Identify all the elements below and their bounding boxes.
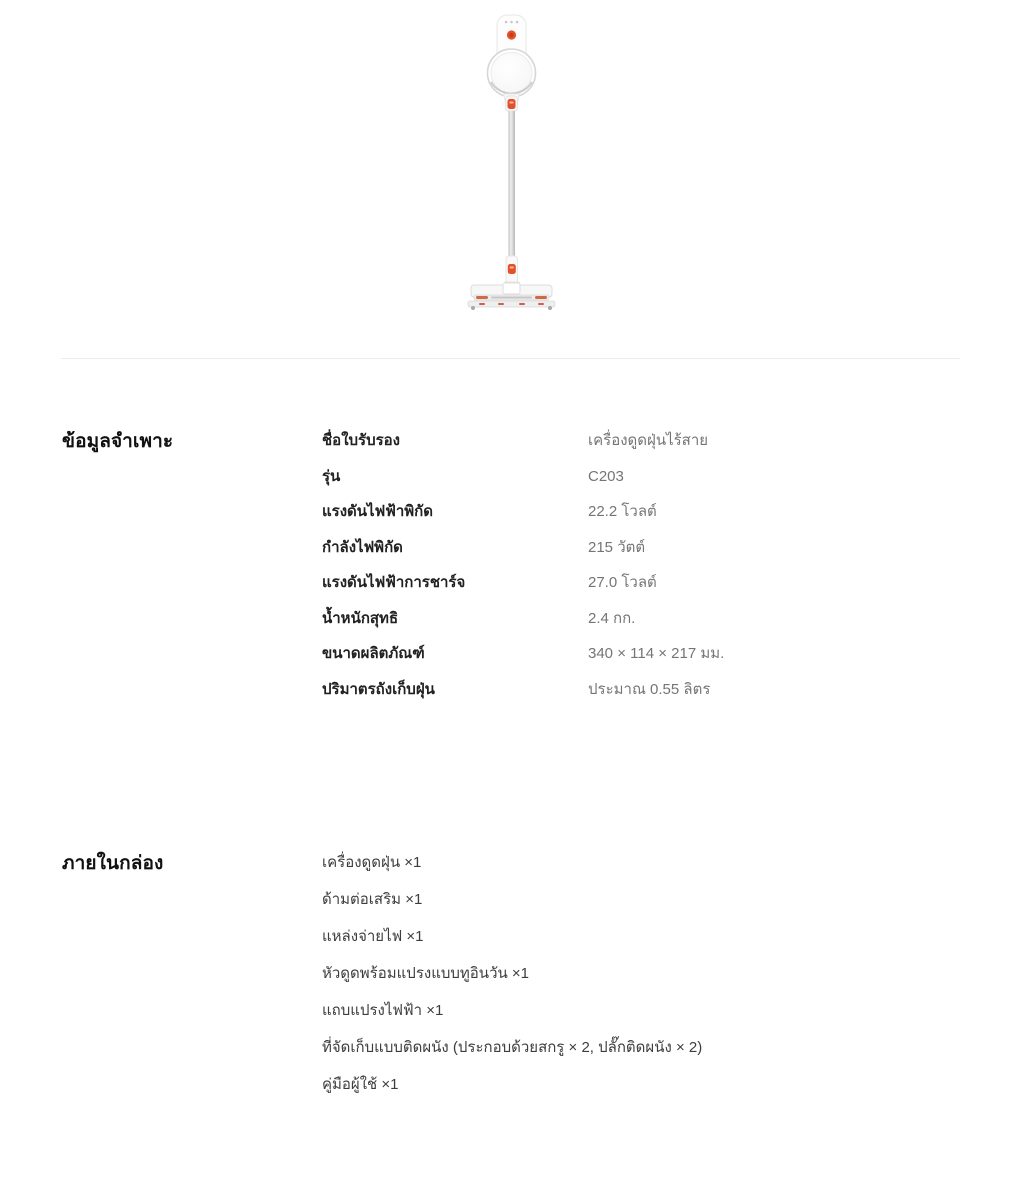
vacuum-cleaner-illustration bbox=[451, 14, 573, 312]
in-box-list bbox=[322, 852, 982, 1111]
spec-row bbox=[322, 501, 962, 537]
spec-value: 27.0 โวลต์ bbox=[588, 574, 657, 591]
in-box-item: แถบแปรงไฟฟ้า ×1 bbox=[322, 1002, 444, 1019]
spec-value: C203 bbox=[588, 467, 624, 485]
spec-row bbox=[322, 679, 962, 715]
spec-label: ขนาดผลิตภัณฑ์ bbox=[322, 645, 425, 662]
in-box-item: ที่จัดเก็บแบบติดผนัง (ประกอบด้วยสกรู × 2, ปลั๊กติดผนัง × 2) bbox=[322, 1039, 703, 1056]
spec-row bbox=[322, 537, 962, 573]
spec-label: รุ่น bbox=[322, 467, 341, 485]
spec-value: 340 × 114 × 217 มม. bbox=[588, 645, 725, 662]
in-box-item: เครื่องดูดฝุ่น ×1 bbox=[322, 854, 422, 871]
spec-label: แรงดันไฟฟ้าพิกัด bbox=[322, 503, 433, 520]
spec-value: ประมาณ 0.55 ลิตร bbox=[588, 680, 711, 698]
in-box-item: ด้ามต่อเสริม ×1 bbox=[322, 891, 423, 908]
product-image bbox=[0, 14, 1024, 312]
in-box-item: แหล่งจ่ายไฟ ×1 bbox=[322, 928, 424, 945]
spec-label: น้ำหนักสุทธิ bbox=[322, 609, 399, 627]
in-box-item: หัวดูดพร้อมแปรงแบบทูอินวัน ×1 bbox=[322, 965, 530, 982]
spec-label: ชื่อใบรับรอง bbox=[322, 432, 401, 449]
spec-value: 22.2 โวลต์ bbox=[588, 503, 657, 520]
spec-value: 2.4 กก. bbox=[588, 609, 636, 627]
spec-row bbox=[322, 430, 962, 466]
spec-value: 215 วัตต์ bbox=[588, 538, 646, 556]
spec-label: แรงดันไฟฟ้าการชาร์จ bbox=[322, 574, 466, 591]
specs-section-title: ข้อมูลจำเพาะ bbox=[62, 431, 174, 452]
specs-table bbox=[322, 430, 962, 714]
spec-label: ปริมาตรถังเก็บฝุ่น bbox=[322, 680, 435, 698]
section-divider bbox=[61, 358, 960, 359]
spec-row bbox=[322, 572, 962, 608]
spec-label: กำลังไฟพิกัด bbox=[322, 538, 403, 556]
spec-row bbox=[322, 466, 962, 502]
in-box-section-title: ภายในกล่อง bbox=[62, 853, 164, 874]
spec-row bbox=[322, 643, 962, 679]
in-box-item: คู่มือผู้ใช้ ×1 bbox=[322, 1076, 399, 1093]
spec-row bbox=[322, 608, 962, 644]
spec-value: เครื่องดูดฝุ่นไร้สาย bbox=[588, 432, 709, 449]
